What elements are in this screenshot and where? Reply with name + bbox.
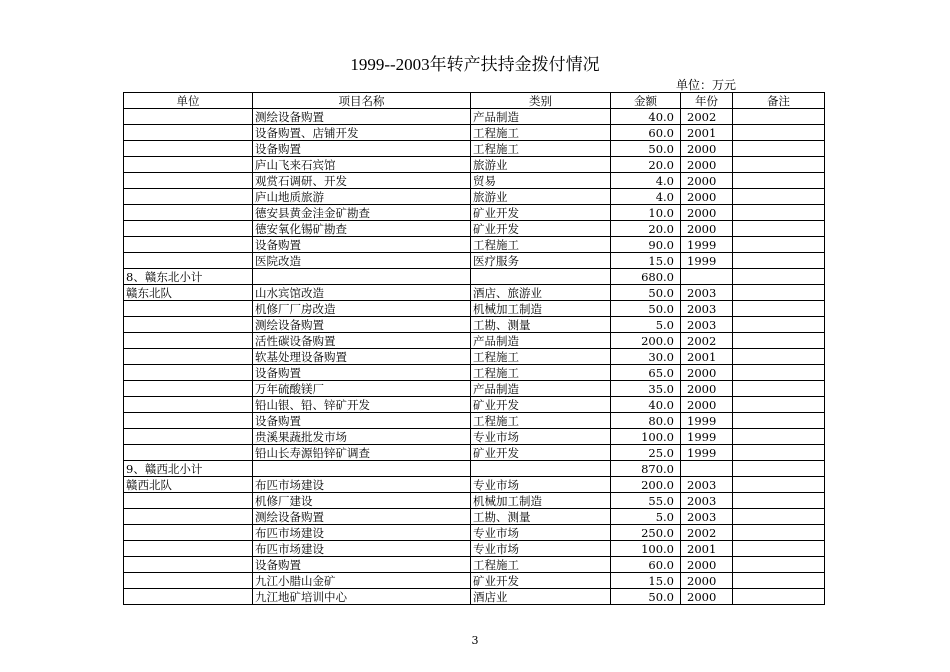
unit-cell: [124, 573, 253, 589]
category-cell: 产品制造: [471, 109, 611, 125]
category-cell: 贸易: [471, 173, 611, 189]
unit-cell: [124, 397, 253, 413]
unit-cell: [124, 205, 253, 221]
year-cell: 2001: [681, 349, 733, 365]
project-cell: 铅山银、铅、锌矿开发: [253, 397, 471, 413]
category-cell: 工程施工: [471, 125, 611, 141]
remarks-cell: [733, 429, 825, 445]
header-remarks: 备注: [733, 93, 825, 109]
project-cell: 德安县黄金洼金矿勘查: [253, 205, 471, 221]
category-cell: 专业市场: [471, 429, 611, 445]
table-row: [124, 189, 825, 205]
unit-cell: 赣西北队: [124, 477, 253, 493]
unit-cell: [124, 237, 253, 253]
category-cell: 工程施工: [471, 557, 611, 573]
table-row: [124, 205, 825, 221]
project-cell: 测绘设备购置: [253, 317, 471, 333]
table-row: [124, 493, 825, 509]
project-cell: 万年硫酸镁厂: [253, 381, 471, 397]
amount-cell: 65.0: [611, 365, 681, 381]
category-cell: 工程施工: [471, 413, 611, 429]
category-cell: 酒店、旅游业: [471, 285, 611, 301]
project-cell: 山水宾馆改造: [253, 285, 471, 301]
remarks-cell: [733, 269, 825, 285]
unit-cell: [124, 317, 253, 333]
remarks-cell: [733, 589, 825, 605]
table-row: [124, 317, 825, 333]
year-cell: 2003: [681, 493, 733, 509]
unit-cell: [124, 301, 253, 317]
category-cell: 工勘、测量: [471, 317, 611, 333]
remarks-cell: [733, 301, 825, 317]
remarks-cell: [733, 509, 825, 525]
remarks-cell: [733, 445, 825, 461]
category-cell: 旅游业: [471, 189, 611, 205]
table-row: [124, 381, 825, 397]
year-cell: 2000: [681, 365, 733, 381]
remarks-cell: [733, 477, 825, 493]
unit-cell: [124, 125, 253, 141]
unit-label: 单位：万元: [676, 78, 737, 92]
unit-cell: [124, 541, 253, 557]
amount-cell: 30.0: [611, 349, 681, 365]
amount-cell: 5.0: [611, 317, 681, 333]
unit-cell: 8、赣东北小计: [124, 269, 253, 285]
amount-cell: 60.0: [611, 557, 681, 573]
category-cell: 旅游业: [471, 157, 611, 173]
unit-cell: [124, 493, 253, 509]
table-row: [124, 413, 825, 429]
remarks-cell: [733, 173, 825, 189]
category-cell: 专业市场: [471, 541, 611, 557]
unit-cell: [124, 413, 253, 429]
project-cell: 布匹市场建设: [253, 477, 471, 493]
unit-cell: [124, 509, 253, 525]
page-number: 3: [471, 634, 479, 647]
year-cell: 2003: [681, 477, 733, 493]
remarks-cell: [733, 349, 825, 365]
funding-table: [123, 92, 825, 605]
remarks-cell: [733, 205, 825, 221]
remarks-cell: [733, 333, 825, 349]
remarks-cell: [733, 541, 825, 557]
amount-cell: 200.0: [611, 333, 681, 349]
year-cell: 2000: [681, 205, 733, 221]
category-cell: 产品制造: [471, 381, 611, 397]
amount-cell: 680.0: [611, 269, 681, 285]
amount-cell: 50.0: [611, 285, 681, 301]
table-row: [124, 157, 825, 173]
header-year: 年份: [681, 93, 733, 109]
table-row: [124, 141, 825, 157]
amount-cell: 50.0: [611, 589, 681, 605]
table-row: [124, 221, 825, 237]
category-cell: 酒店业: [471, 589, 611, 605]
table-row: [124, 285, 825, 301]
unit-cell: [124, 221, 253, 237]
year-cell: 2003: [681, 509, 733, 525]
remarks-cell: [733, 365, 825, 381]
amount-cell: 40.0: [611, 109, 681, 125]
header-row: [124, 93, 825, 109]
amount-cell: 25.0: [611, 445, 681, 461]
unit-cell: [124, 173, 253, 189]
project-cell: 测绘设备购置: [253, 509, 471, 525]
amount-cell: 15.0: [611, 253, 681, 269]
year-cell: 1999: [681, 429, 733, 445]
category-cell: 矿业开发: [471, 221, 611, 237]
project-cell: 观赏石调研、开发: [253, 173, 471, 189]
year-cell: 2000: [681, 573, 733, 589]
table-row: [124, 349, 825, 365]
unit-cell: [124, 253, 253, 269]
project-cell: [253, 269, 471, 285]
year-cell: 1999: [681, 237, 733, 253]
project-cell: 九江小腊山金矿: [253, 573, 471, 589]
amount-cell: 40.0: [611, 397, 681, 413]
table-row: [124, 365, 825, 381]
category-cell: 专业市场: [471, 477, 611, 493]
category-cell: 工程施工: [471, 141, 611, 157]
category-cell: 产品制造: [471, 333, 611, 349]
amount-cell: 5.0: [611, 509, 681, 525]
table-row: [124, 253, 825, 269]
table-row: [124, 589, 825, 605]
category-cell: 矿业开发: [471, 573, 611, 589]
project-cell: 设备购置: [253, 557, 471, 573]
unit-cell: [124, 381, 253, 397]
amount-cell: 90.0: [611, 237, 681, 253]
project-cell: 设备购置: [253, 365, 471, 381]
table-row: [124, 573, 825, 589]
category-cell: 机械加工制造: [471, 301, 611, 317]
table-row: [124, 429, 825, 445]
table-row: [124, 557, 825, 573]
project-cell: 机修厂建设: [253, 493, 471, 509]
amount-cell: 50.0: [611, 301, 681, 317]
header-unit: 单位: [124, 93, 253, 109]
project-cell: 铅山长寿源铅锌矿调查: [253, 445, 471, 461]
table-row: [124, 333, 825, 349]
year-cell: 2000: [681, 557, 733, 573]
table-row: [124, 237, 825, 253]
year-cell: 2000: [681, 157, 733, 173]
project-cell: 测绘设备购置: [253, 109, 471, 125]
project-cell: 设备购置: [253, 413, 471, 429]
unit-cell: [124, 429, 253, 445]
amount-cell: 870.0: [611, 461, 681, 477]
category-cell: 矿业开发: [471, 205, 611, 221]
remarks-cell: [733, 125, 825, 141]
amount-cell: 4.0: [611, 173, 681, 189]
category-cell: 医疗服务: [471, 253, 611, 269]
remarks-cell: [733, 573, 825, 589]
amount-cell: 10.0: [611, 205, 681, 221]
project-cell: 设备购置: [253, 237, 471, 253]
category-cell: 工程施工: [471, 365, 611, 381]
remarks-cell: [733, 221, 825, 237]
year-cell: 2000: [681, 173, 733, 189]
header-category: 类别: [471, 93, 611, 109]
remarks-cell: [733, 397, 825, 413]
table-row: [124, 477, 825, 493]
project-cell: [253, 461, 471, 477]
year-cell: 2000: [681, 397, 733, 413]
year-cell: 2001: [681, 541, 733, 557]
year-cell: 2003: [681, 285, 733, 301]
project-cell: 贵溪果蔬批发市场: [253, 429, 471, 445]
unit-cell: [124, 525, 253, 541]
unit-cell: [124, 445, 253, 461]
table-row: [124, 509, 825, 525]
unit-cell: 赣东北队: [124, 285, 253, 301]
remarks-cell: [733, 253, 825, 269]
project-cell: 庐山飞来石宾馆: [253, 157, 471, 173]
year-cell: [681, 269, 733, 285]
category-cell: 工勘、测量: [471, 509, 611, 525]
project-cell: 医院改造: [253, 253, 471, 269]
remarks-cell: [733, 141, 825, 157]
unit-cell: 9、赣西北小计: [124, 461, 253, 477]
remarks-cell: [733, 237, 825, 253]
project-cell: 布匹市场建设: [253, 525, 471, 541]
unit-cell: [124, 141, 253, 157]
unit-cell: [124, 109, 253, 125]
remarks-cell: [733, 109, 825, 125]
project-cell: 软基处理设备购置: [253, 349, 471, 365]
table-row: [124, 525, 825, 541]
category-cell: 矿业开发: [471, 397, 611, 413]
amount-cell: 250.0: [611, 525, 681, 541]
remarks-cell: [733, 413, 825, 429]
project-cell: 德安氧化锡矿勘查: [253, 221, 471, 237]
table-row: [124, 445, 825, 461]
year-cell: 2000: [681, 221, 733, 237]
amount-cell: 100.0: [611, 541, 681, 557]
year-cell: 2000: [681, 141, 733, 157]
table-row: [124, 461, 825, 477]
category-cell: 机械加工制造: [471, 493, 611, 509]
year-cell: 2000: [681, 189, 733, 205]
year-cell: 1999: [681, 253, 733, 269]
year-cell: 2003: [681, 301, 733, 317]
remarks-cell: [733, 285, 825, 301]
category-cell: 专业市场: [471, 525, 611, 541]
remarks-cell: [733, 461, 825, 477]
amount-cell: 15.0: [611, 573, 681, 589]
project-cell: 机修厂厂房改造: [253, 301, 471, 317]
header-amount: 金额: [611, 93, 681, 109]
remarks-cell: [733, 381, 825, 397]
year-cell: 2001: [681, 125, 733, 141]
year-cell: 2002: [681, 333, 733, 349]
amount-cell: 100.0: [611, 429, 681, 445]
amount-cell: 200.0: [611, 477, 681, 493]
remarks-cell: [733, 557, 825, 573]
category-cell: 工程施工: [471, 237, 611, 253]
header-project: 项目名称: [253, 93, 471, 109]
project-cell: 庐山地质旅游: [253, 189, 471, 205]
table-row: [124, 109, 825, 125]
year-cell: 2000: [681, 381, 733, 397]
amount-cell: 20.0: [611, 157, 681, 173]
project-cell: 九江地矿培训中心: [253, 589, 471, 605]
amount-cell: 35.0: [611, 381, 681, 397]
unit-cell: [124, 349, 253, 365]
year-cell: [681, 461, 733, 477]
unit-cell: [124, 157, 253, 173]
remarks-cell: [733, 493, 825, 509]
year-cell: 1999: [681, 413, 733, 429]
amount-cell: 50.0: [611, 141, 681, 157]
unit-cell: [124, 333, 253, 349]
unit-cell: [124, 557, 253, 573]
amount-cell: 55.0: [611, 493, 681, 509]
year-cell: 2000: [681, 589, 733, 605]
table-row: [124, 125, 825, 141]
page-title: 1999--2003年转产扶持金拨付情况: [350, 55, 600, 74]
amount-cell: 60.0: [611, 125, 681, 141]
unit-cell: [124, 365, 253, 381]
table-row: [124, 173, 825, 189]
year-cell: 2002: [681, 525, 733, 541]
table-row: [124, 269, 825, 285]
table-row: [124, 301, 825, 317]
category-cell: [471, 269, 611, 285]
category-cell: 矿业开发: [471, 445, 611, 461]
remarks-cell: [733, 525, 825, 541]
remarks-cell: [733, 189, 825, 205]
category-cell: [471, 461, 611, 477]
year-cell: 2003: [681, 317, 733, 333]
unit-cell: [124, 189, 253, 205]
amount-cell: 4.0: [611, 189, 681, 205]
table-row: [124, 397, 825, 413]
project-cell: 布匹市场建设: [253, 541, 471, 557]
project-cell: 设备购置: [253, 141, 471, 157]
year-cell: 1999: [681, 445, 733, 461]
project-cell: 设备购置、店铺开发: [253, 125, 471, 141]
table-row: [124, 541, 825, 557]
project-cell: 活性碳设备购置: [253, 333, 471, 349]
category-cell: 工程施工: [471, 349, 611, 365]
amount-cell: 20.0: [611, 221, 681, 237]
remarks-cell: [733, 317, 825, 333]
remarks-cell: [733, 157, 825, 173]
year-cell: 2002: [681, 109, 733, 125]
amount-cell: 80.0: [611, 413, 681, 429]
unit-cell: [124, 589, 253, 605]
